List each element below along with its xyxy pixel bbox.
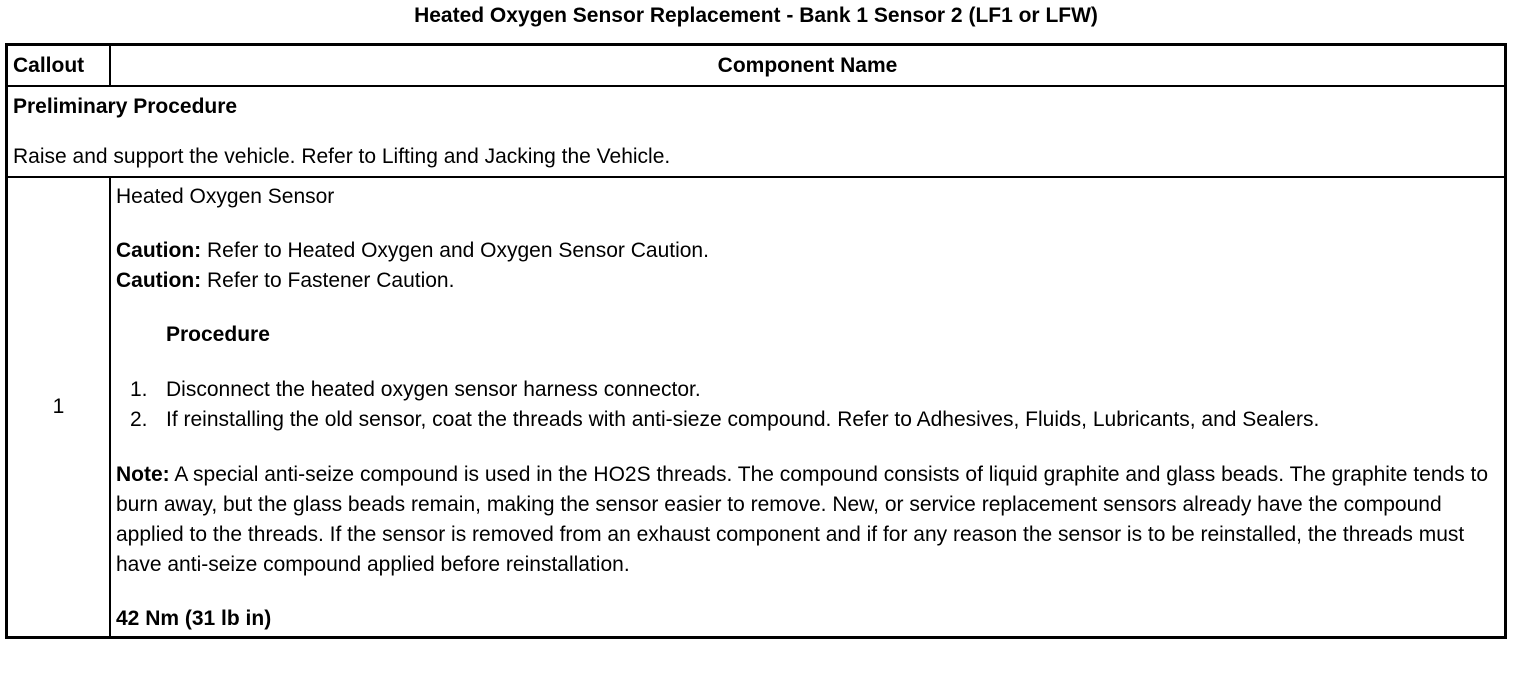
page-title: Heated Oxygen Sensor Replacement - Bank 1 Sensor 2 (LF1 or LFW) <box>414 4 1098 27</box>
step-text: Disconnect the heated oxygen sensor harness connector. <box>166 378 701 401</box>
caution-line <box>116 266 1499 296</box>
table-row <box>7 177 1506 638</box>
step-text: If reinstalling the old sensor, coat the threads with anti-sieze compound. Refer to Adhesives, Fluids, Lubricants, and Sealers. <box>166 408 1320 431</box>
callout-number: 1 <box>7 177 111 638</box>
component-cell <box>110 177 1506 638</box>
step-number: 2. <box>130 408 148 431</box>
caution-text: Refer to Fastener Caution. <box>201 269 455 292</box>
note-text: A special anti-seize compound is used in the HO2S threads. The compound consists of liquid graphite and glass beads. The graphite tends to burn away, but the glass beads remain, making the sensor easier to remove. New, or service replacement sensors already have the compound applied to the threads. If the sensor is removed from an exhaust component and if for any reason the sensor is to be reinstalled, the threads must have anti-seize compound applied before reinstallation. <box>116 463 1489 576</box>
list-item <box>116 375 1499 405</box>
caution-label: Caution: <box>116 269 202 292</box>
preliminary-row <box>7 86 1506 177</box>
callout-header: Callout <box>7 45 111 87</box>
note-label: Note: <box>116 463 170 486</box>
caution-label: Caution: <box>116 239 202 262</box>
component-name: Heated Oxygen Sensor <box>116 185 335 208</box>
list-item <box>116 405 1499 435</box>
procedure-subheading: Procedure <box>166 323 270 346</box>
procedure-steps <box>116 375 1499 435</box>
step-number: 1. <box>130 378 148 401</box>
table-header-row <box>7 45 1506 87</box>
procedure-table <box>5 43 1507 639</box>
preliminary-text: Raise and support the vehicle. Refer to Lifting and Jacking the Vehicle. <box>13 145 671 168</box>
caution-line <box>116 236 1499 266</box>
torque-value: 42 Nm (31 lb in) <box>116 607 272 630</box>
component-name-header: Component Name <box>110 45 1506 87</box>
note-paragraph <box>116 460 1499 580</box>
caution-text: Refer to Heated Oxygen and Oxygen Sensor Caution. <box>201 239 709 262</box>
torque-spec <box>116 604 1499 634</box>
preliminary-cell <box>7 86 1506 177</box>
preliminary-title: Preliminary Procedure <box>13 95 238 118</box>
